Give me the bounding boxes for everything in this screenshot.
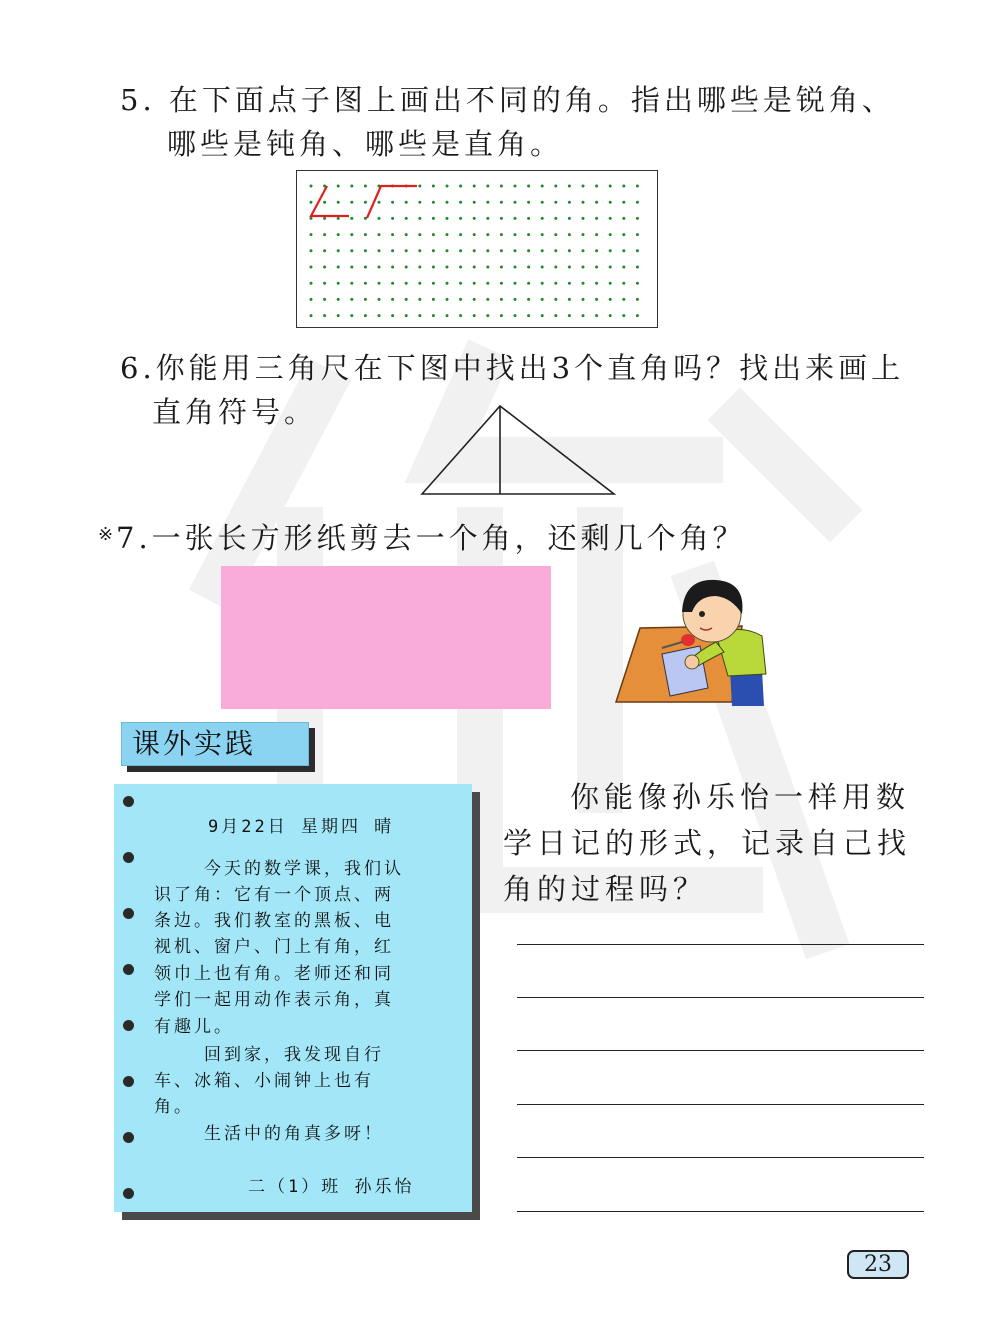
grid-dot[interactable] xyxy=(459,249,462,252)
answer-line-6[interactable] xyxy=(517,1211,924,1212)
grid-dot[interactable] xyxy=(595,298,598,301)
grid-dot[interactable] xyxy=(473,201,476,204)
diary-line: 有趣儿。 xyxy=(154,1017,234,1037)
grid-dot[interactable] xyxy=(622,249,625,252)
grid-dot[interactable] xyxy=(554,201,557,204)
grid-dot[interactable] xyxy=(432,266,435,269)
grid-dot[interactable] xyxy=(595,201,598,204)
grid-dot[interactable] xyxy=(622,266,625,269)
grid-dot[interactable] xyxy=(527,201,530,204)
grid-dot[interactable] xyxy=(514,298,517,301)
grid-dot[interactable] xyxy=(391,282,394,285)
grid-dot[interactable] xyxy=(446,314,449,317)
grid-dot[interactable] xyxy=(636,298,639,301)
grid-dot[interactable] xyxy=(432,201,435,204)
grid-dot[interactable] xyxy=(622,201,625,204)
boy-hand xyxy=(685,655,699,669)
grid-dot[interactable] xyxy=(337,282,340,285)
grid-dot[interactable] xyxy=(514,233,517,236)
grid-dot[interactable] xyxy=(500,201,503,204)
answer-line-5[interactable] xyxy=(517,1157,924,1158)
grid-dot[interactable] xyxy=(364,314,367,317)
grid-dot[interactable] xyxy=(364,266,367,269)
grid-dot[interactable] xyxy=(609,266,612,269)
diary-line: 车、冰箱、小闹钟上也有 xyxy=(154,1071,374,1091)
grid-dot[interactable] xyxy=(622,217,625,220)
grid-dot[interactable] xyxy=(418,314,421,317)
grid-dot[interactable] xyxy=(391,217,394,220)
grid-dot[interactable] xyxy=(323,314,326,317)
grid-dot[interactable] xyxy=(459,201,462,204)
grid-dot[interactable] xyxy=(473,217,476,220)
diary-line: 今天的数学课，我们认 xyxy=(204,859,404,879)
binder-hole xyxy=(123,964,134,975)
grid-dot[interactable] xyxy=(459,298,462,301)
grid-dot[interactable] xyxy=(364,282,367,285)
grid-dot[interactable] xyxy=(514,217,517,220)
grid-dot[interactable] xyxy=(405,233,408,236)
grid-dot[interactable] xyxy=(527,266,530,269)
grid-dot[interactable] xyxy=(350,217,353,220)
grid-dot[interactable] xyxy=(364,249,367,252)
grid-dot[interactable] xyxy=(541,314,544,317)
grid-dot[interactable] xyxy=(609,185,612,188)
grid-dot[interactable] xyxy=(473,233,476,236)
grid-dot[interactable] xyxy=(310,201,313,204)
triangle-outline xyxy=(422,406,614,494)
grid-dot[interactable] xyxy=(405,266,408,269)
grid-dot[interactable] xyxy=(391,233,394,236)
grid-dot[interactable] xyxy=(636,266,639,269)
grid-dot[interactable] xyxy=(500,185,503,188)
math-diary-card xyxy=(114,784,472,1212)
grid-dot[interactable] xyxy=(500,266,503,269)
grid-dot[interactable] xyxy=(609,298,612,301)
grid-dot[interactable] xyxy=(554,314,557,317)
grid-dot[interactable] xyxy=(473,249,476,252)
grid-dot[interactable] xyxy=(446,282,449,285)
grid-dot[interactable] xyxy=(337,185,340,188)
pink-rectangle-paper[interactable] xyxy=(221,566,551,709)
answer-line-4[interactable] xyxy=(517,1104,924,1105)
binder-hole xyxy=(123,852,134,863)
grid-dot[interactable] xyxy=(337,249,340,252)
binder-hole xyxy=(123,796,134,807)
grid-dot[interactable] xyxy=(310,185,313,188)
grid-dot[interactable] xyxy=(582,217,585,220)
grid-dot[interactable] xyxy=(350,233,353,236)
grid-dot[interactable] xyxy=(541,282,544,285)
grid-dot[interactable] xyxy=(405,249,408,252)
grid-dot[interactable] xyxy=(568,249,571,252)
diary-line: 条边。我们教室的黑板、电 xyxy=(154,911,394,931)
grid-dot[interactable] xyxy=(541,249,544,252)
grid-dot[interactable] xyxy=(310,233,313,236)
example-acute-angle xyxy=(311,186,349,216)
grid-dot[interactable] xyxy=(486,233,489,236)
grid-dot[interactable] xyxy=(582,201,585,204)
grid-dot[interactable] xyxy=(582,185,585,188)
grid-dot[interactable] xyxy=(595,217,598,220)
grid-dot[interactable] xyxy=(364,298,367,301)
diary-line: 领巾上也有角。老师还和同 xyxy=(154,964,394,984)
grid-dot[interactable] xyxy=(595,233,598,236)
grid-dot[interactable] xyxy=(459,185,462,188)
grid-dot[interactable] xyxy=(486,314,489,317)
grid-dot[interactable] xyxy=(622,233,625,236)
grid-dot[interactable] xyxy=(486,282,489,285)
grid-dot[interactable] xyxy=(514,185,517,188)
grid-dot[interactable] xyxy=(527,298,530,301)
grid-dot[interactable] xyxy=(378,201,381,204)
grid-dot[interactable] xyxy=(636,282,639,285)
boy-cutting-paper-illustration xyxy=(612,570,772,708)
diary-line: 角。 xyxy=(154,1097,194,1117)
grid-dot[interactable] xyxy=(418,217,421,220)
section-title-extracurricular: 课外实践 xyxy=(121,722,309,766)
grid-dot[interactable] xyxy=(391,314,394,317)
grid-dot[interactable] xyxy=(486,298,489,301)
q5-line-2: 哪些是钝角、哪些是直角。 xyxy=(167,127,564,161)
grid-dot[interactable] xyxy=(378,282,381,285)
grid-dot[interactable] xyxy=(378,266,381,269)
grid-dot[interactable] xyxy=(527,185,530,188)
grid-dot[interactable] xyxy=(432,233,435,236)
grid-dot[interactable] xyxy=(514,201,517,204)
q7-text: 7.一张长方形纸剪去一个角，还剩几个角？ xyxy=(116,521,746,555)
binder-hole xyxy=(123,908,134,919)
prompt-line-1: 你能像孙乐怡一样用数 xyxy=(570,780,911,814)
grid-dot[interactable] xyxy=(500,217,503,220)
diary-line: 回到家，我发现自行 xyxy=(204,1045,384,1065)
challenge-mark: ※ xyxy=(98,524,114,545)
grid-dot[interactable] xyxy=(337,298,340,301)
grid-dot[interactable] xyxy=(432,314,435,317)
grid-dot[interactable] xyxy=(609,282,612,285)
grid-dot[interactable] xyxy=(554,266,557,269)
grid-dot[interactable] xyxy=(473,185,476,188)
grid-dot[interactable] xyxy=(609,249,612,252)
grid-dot[interactable] xyxy=(473,298,476,301)
grid-dot[interactable] xyxy=(500,314,503,317)
grid-dot[interactable] xyxy=(568,314,571,317)
grid-dot[interactable] xyxy=(323,249,326,252)
grid-dot[interactable] xyxy=(595,185,598,188)
grid-dot[interactable] xyxy=(323,282,326,285)
grid-dot[interactable] xyxy=(446,185,449,188)
grid-dot[interactable] xyxy=(527,314,530,317)
scissors-icon xyxy=(681,634,695,646)
grid-dot[interactable] xyxy=(622,282,625,285)
grid-dot[interactable] xyxy=(310,266,313,269)
grid-dot[interactable] xyxy=(568,233,571,236)
grid-dot[interactable] xyxy=(622,314,625,317)
grid-dot[interactable] xyxy=(337,314,340,317)
grid-dot[interactable] xyxy=(378,233,381,236)
grid-dot[interactable] xyxy=(337,217,340,220)
grid-dot[interactable] xyxy=(418,249,421,252)
grid-dot[interactable] xyxy=(527,217,530,220)
diary-line: 视机、窗户、门上有角，红 xyxy=(154,937,394,957)
grid-dot[interactable] xyxy=(636,314,639,317)
grid-dot[interactable] xyxy=(364,201,367,204)
grid-dot[interactable] xyxy=(514,249,517,252)
grid-dot[interactable] xyxy=(364,233,367,236)
grid-dot[interactable] xyxy=(554,249,557,252)
grid-dot[interactable] xyxy=(446,201,449,204)
grid-dot[interactable] xyxy=(418,185,421,188)
grid-dot[interactable] xyxy=(323,201,326,204)
grid-dot[interactable] xyxy=(473,282,476,285)
grid-dot[interactable] xyxy=(418,201,421,204)
grid-dot[interactable] xyxy=(350,201,353,204)
grid-dot[interactable] xyxy=(554,282,557,285)
grid-dot[interactable] xyxy=(405,314,408,317)
q6-line-2: 直角符号。 xyxy=(152,395,318,429)
grid-dot[interactable] xyxy=(418,233,421,236)
q6-line-1: 6.你能用三角尺在下图中找出3个直角吗？找出来画上 xyxy=(120,351,905,385)
grid-dot[interactable] xyxy=(446,233,449,236)
grid-dot[interactable] xyxy=(554,185,557,188)
grid-dot[interactable] xyxy=(486,249,489,252)
grid-dot[interactable] xyxy=(350,185,353,188)
grid-dot[interactable] xyxy=(350,266,353,269)
grid-dot[interactable] xyxy=(636,233,639,236)
grid-dot[interactable] xyxy=(527,233,530,236)
grid-dot[interactable] xyxy=(486,185,489,188)
grid-dot[interactable] xyxy=(514,266,517,269)
grid-dot[interactable] xyxy=(582,298,585,301)
grid-dot[interactable] xyxy=(486,217,489,220)
grid-dot[interactable] xyxy=(432,298,435,301)
grid-dot[interactable] xyxy=(459,266,462,269)
q5-line-1: 5. 在下面点子图上画出不同的角。指出哪些是锐角、 xyxy=(120,83,895,117)
grid-dot[interactable] xyxy=(582,249,585,252)
grid-dot[interactable] xyxy=(459,233,462,236)
grid-dot[interactable] xyxy=(568,217,571,220)
grid-dot[interactable] xyxy=(541,201,544,204)
grid-dot[interactable] xyxy=(418,282,421,285)
answer-line-3[interactable] xyxy=(517,1050,924,1051)
grid-dot[interactable] xyxy=(432,249,435,252)
grid-dot[interactable] xyxy=(378,217,381,220)
grid-dot[interactable] xyxy=(391,298,394,301)
grid-dot[interactable] xyxy=(541,266,544,269)
grid-dot[interactable] xyxy=(622,185,625,188)
grid-dot[interactable] xyxy=(310,314,313,317)
grid-dot[interactable] xyxy=(391,249,394,252)
grid-dot[interactable] xyxy=(595,282,598,285)
grid-dot[interactable] xyxy=(432,185,435,188)
diary-line: 识了角：它有一个顶点、两 xyxy=(154,885,394,905)
dot-grid[interactable] xyxy=(297,171,657,327)
diary-line: 生活中的角真多呀！ xyxy=(204,1124,384,1144)
grid-dot[interactable] xyxy=(432,217,435,220)
grid-dot[interactable] xyxy=(595,249,598,252)
prompt-line-3: 角的过程吗？ xyxy=(503,872,708,906)
grid-dot[interactable] xyxy=(514,314,517,317)
grid-dot[interactable] xyxy=(337,201,340,204)
grid-dot[interactable] xyxy=(337,266,340,269)
grid-dot[interactable] xyxy=(323,233,326,236)
grid-dot[interactable] xyxy=(622,298,625,301)
grid-dot[interactable] xyxy=(378,314,381,317)
grid-dot[interactable] xyxy=(636,185,639,188)
grid-dot[interactable] xyxy=(568,266,571,269)
grid-dot[interactable] xyxy=(500,249,503,252)
grid-dot[interactable] xyxy=(595,266,598,269)
grid-dot[interactable] xyxy=(337,233,340,236)
triangle-figure[interactable] xyxy=(418,402,618,498)
diary-line: 学们一起用动作表示角，真 xyxy=(154,990,394,1010)
grid-dot[interactable] xyxy=(350,298,353,301)
grid-dot[interactable] xyxy=(595,314,598,317)
grid-dot[interactable] xyxy=(323,217,326,220)
diary-signature: 二（1）班 孙乐怡 xyxy=(248,1177,415,1197)
grid-dot[interactable] xyxy=(310,217,313,220)
grid-dot[interactable] xyxy=(473,314,476,317)
grid-dot[interactable] xyxy=(486,266,489,269)
grid-dot[interactable] xyxy=(350,282,353,285)
grid-dot[interactable] xyxy=(500,298,503,301)
grid-dot[interactable] xyxy=(378,298,381,301)
grid-dot[interactable] xyxy=(391,266,394,269)
grid-dot[interactable] xyxy=(582,266,585,269)
answer-line-1[interactable] xyxy=(517,944,924,945)
boy-eye xyxy=(699,611,705,617)
binder-hole xyxy=(123,1020,134,1031)
grid-dot[interactable] xyxy=(323,266,326,269)
grid-dot[interactable] xyxy=(418,298,421,301)
grid-dot[interactable] xyxy=(568,298,571,301)
grid-dot[interactable] xyxy=(636,217,639,220)
grid-dot[interactable] xyxy=(527,282,530,285)
grid-dot[interactable] xyxy=(323,298,326,301)
grid-dot[interactable] xyxy=(636,249,639,252)
prompt-line-2: 学日记的形式，记录自己找 xyxy=(503,826,912,860)
diary-date-line: 9月22日 星期四 晴 xyxy=(208,817,395,837)
grid-dot[interactable] xyxy=(310,282,313,285)
grid-dot[interactable] xyxy=(459,282,462,285)
grid-dot[interactable] xyxy=(554,233,557,236)
grid-dot[interactable] xyxy=(350,314,353,317)
grid-dot[interactable] xyxy=(432,282,435,285)
grid-dot[interactable] xyxy=(459,217,462,220)
grid-dot[interactable] xyxy=(310,249,313,252)
binder-hole xyxy=(123,1132,134,1143)
grid-dot[interactable] xyxy=(364,185,367,188)
grid-dot[interactable] xyxy=(446,217,449,220)
binder-hole xyxy=(123,1188,134,1199)
grid-dot[interactable] xyxy=(514,282,517,285)
grid-dot[interactable] xyxy=(609,201,612,204)
grid-dot[interactable] xyxy=(582,314,585,317)
grid-dot[interactable] xyxy=(568,282,571,285)
grid-dot[interactable] xyxy=(582,233,585,236)
grid-dot[interactable] xyxy=(391,201,394,204)
grid-dot[interactable] xyxy=(541,298,544,301)
grid-dot[interactable] xyxy=(500,282,503,285)
grid-dot[interactable] xyxy=(446,249,449,252)
grid-dot[interactable] xyxy=(554,298,557,301)
grid-dot[interactable] xyxy=(636,201,639,204)
grid-dot[interactable] xyxy=(405,201,408,204)
grid-dot[interactable] xyxy=(568,185,571,188)
grid-dot[interactable] xyxy=(582,282,585,285)
binder-hole xyxy=(123,1076,134,1087)
grid-dot[interactable] xyxy=(378,249,381,252)
grid-dot[interactable] xyxy=(554,217,557,220)
grid-dot[interactable] xyxy=(405,298,408,301)
answer-line-2[interactable] xyxy=(517,997,924,998)
dot-grid-box xyxy=(296,170,658,328)
page-number: 23 xyxy=(847,1250,909,1279)
grid-dot[interactable] xyxy=(609,314,612,317)
grid-dot[interactable] xyxy=(541,233,544,236)
grid-dot[interactable] xyxy=(527,249,530,252)
grid-dot[interactable] xyxy=(350,249,353,252)
grid-dot[interactable] xyxy=(568,201,571,204)
grid-dot[interactable] xyxy=(405,282,408,285)
grid-dot[interactable] xyxy=(459,314,462,317)
grid-dot[interactable] xyxy=(310,298,313,301)
grid-dot[interactable] xyxy=(418,266,421,269)
grid-dot[interactable] xyxy=(541,217,544,220)
grid-dot[interactable] xyxy=(541,185,544,188)
grid-dot[interactable] xyxy=(446,266,449,269)
grid-dot[interactable] xyxy=(609,217,612,220)
grid-dot[interactable] xyxy=(609,233,612,236)
grid-dot[interactable] xyxy=(486,201,489,204)
grid-dot[interactable] xyxy=(446,298,449,301)
grid-dot[interactable] xyxy=(500,233,503,236)
grid-dot[interactable] xyxy=(405,217,408,220)
grid-dot[interactable] xyxy=(473,266,476,269)
